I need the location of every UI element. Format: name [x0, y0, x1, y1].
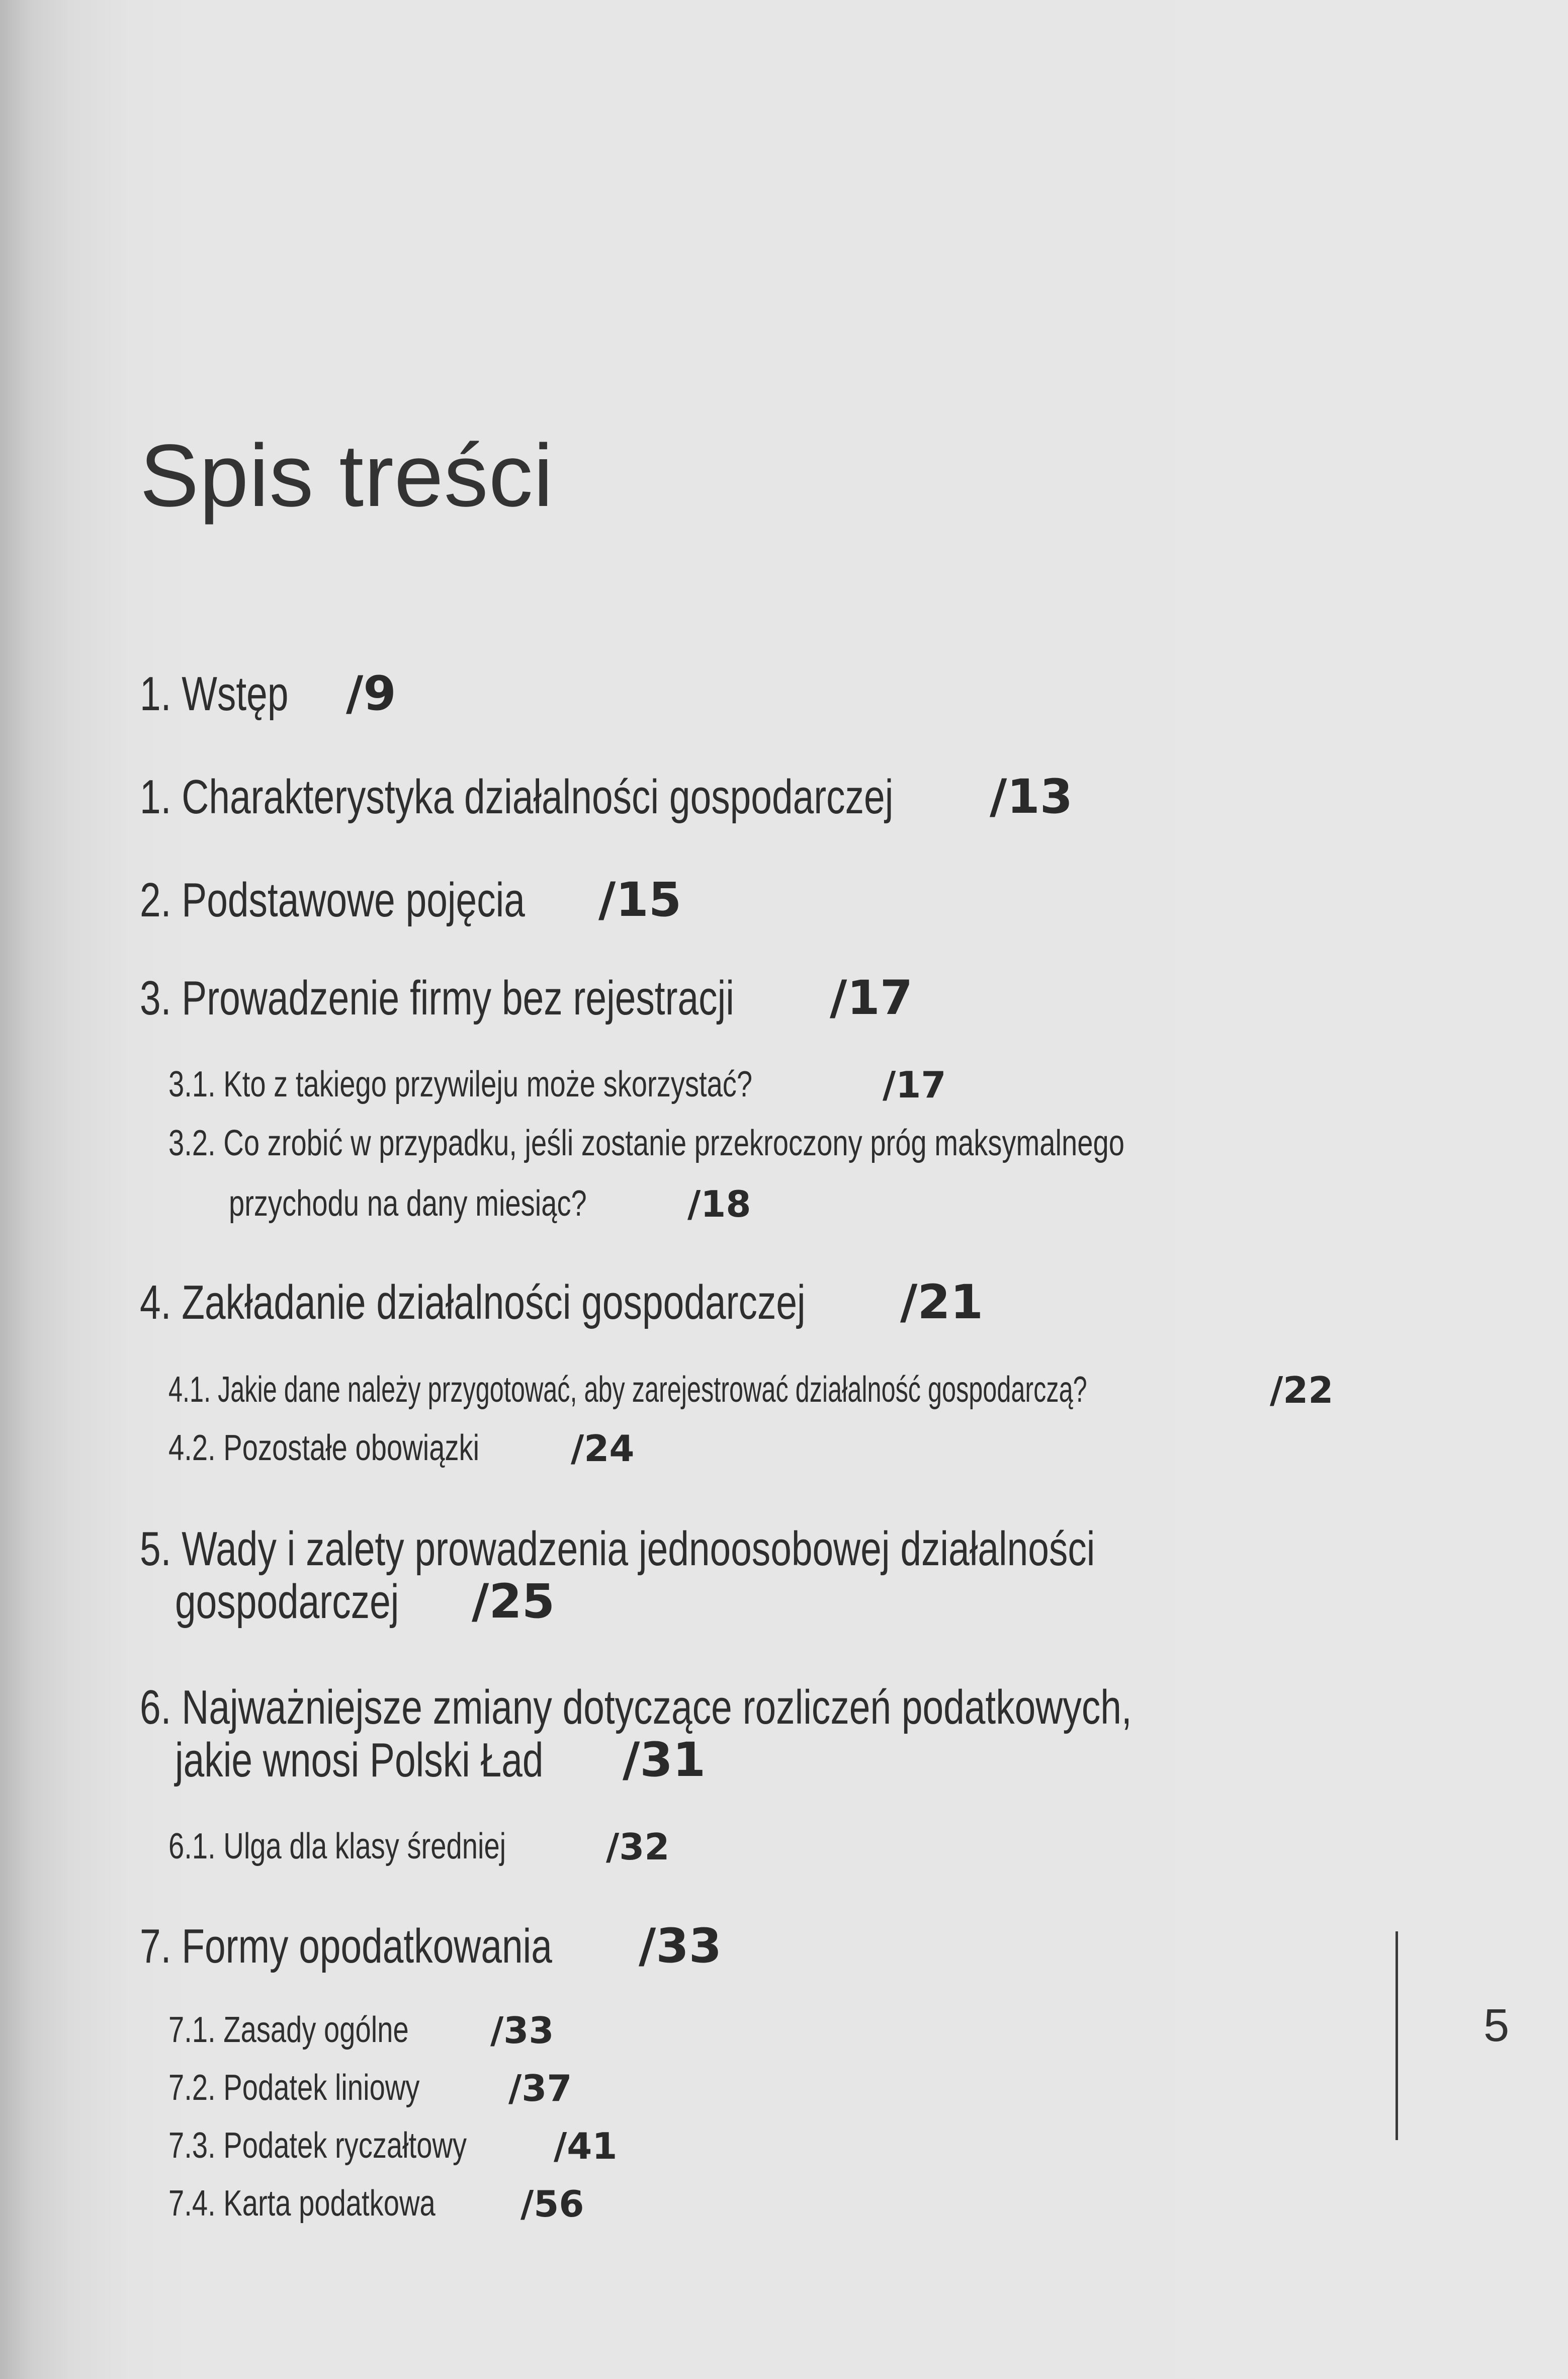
toc-subentry: [168, 2067, 572, 2109]
toc-entry-page: /37: [508, 2067, 572, 2109]
toc-entry-page: /41: [554, 2125, 618, 2167]
toc-entry-text: 7.1. Zasady ogólne: [168, 2010, 409, 2050]
toc-entry-text: 7. Formy opodatkowania: [140, 1919, 552, 1973]
page-title: Spis treści: [140, 427, 554, 525]
toc-entry-page: /22: [1270, 1369, 1334, 1411]
toc-entry-page: /24: [571, 1427, 635, 1470]
folio-divider-rule: [1396, 1931, 1398, 2140]
toc-entry-page: /56: [520, 2183, 584, 2225]
toc-entry-text: 7.3. Podatek ryczałtowy: [168, 2126, 467, 2166]
toc-entry-page: /9: [346, 666, 396, 721]
toc-entry-page: /17: [830, 971, 913, 1026]
toc-entry-page: /13: [990, 770, 1073, 824]
toc-entry-text: 4.1. Jakie dane należy przygotować, aby zarejestrować działalność gospodarczą?: [168, 1370, 1087, 1410]
toc-entry-text: 3. Prowadzenie firmy bez rejestracji: [140, 971, 734, 1025]
toc-subentry: [168, 1064, 946, 1106]
toc-subentry: [168, 1427, 635, 1470]
toc-subentry: [168, 2183, 584, 2225]
toc-entry-text: 4. Zakładanie działalności gospodarczej: [140, 1276, 806, 1329]
toc-entry-page: /17: [883, 1064, 946, 1106]
toc-subentry: [168, 2125, 618, 2167]
toc-entry: [140, 770, 1106, 825]
toc-entry-page: /15: [598, 873, 682, 927]
toc-entry-page: /25: [472, 1574, 555, 1629]
toc-entry-text: 5. Wady i zalety prowadzenia jednoosobowej działalności: [140, 1522, 1095, 1576]
toc-entry-page: /32: [606, 1826, 670, 1868]
toc-entry: [140, 971, 913, 1026]
toc-entry: [140, 1680, 1412, 1735]
toc-entry-text: 1. Wstęp: [140, 667, 289, 721]
toc-entry: [140, 873, 682, 928]
toc-entry: [140, 1275, 993, 1330]
toc-entry: [140, 666, 396, 722]
toc-entry-text: 3.1. Kto z takiego przywileju może skorzystać?: [168, 1064, 753, 1104]
toc-entry-continuation: [175, 1733, 706, 1788]
toc-subentry: [168, 1369, 1480, 1410]
toc-subentry: [168, 1123, 1394, 1164]
toc-entry-text: 3.2. Co zrobić w przypadku, jeśli zostanie przekroczony próg maksymalnego: [168, 1123, 1124, 1163]
toc-entry-text: przychodu na dany miesiąc?: [229, 1183, 587, 1224]
toc-subentry: [168, 2009, 554, 2052]
toc-entry-page: /21: [900, 1275, 984, 1330]
toc-entry-text: 2. Podstawowe pojęcia: [140, 873, 525, 927]
toc-entry-page: /33: [639, 1919, 722, 1974]
page-number: 5: [1484, 2000, 1510, 2051]
toc-entry-text: 6. Najważniejsze zmiany dotyczące rozliczeń podatkowych,: [140, 1680, 1132, 1734]
toc-entry-continuation: [175, 1574, 555, 1630]
toc-entry-text: gospodarczej: [175, 1575, 399, 1629]
toc-subentry-continuation: [229, 1183, 751, 1225]
toc-entry-page: /31: [623, 1733, 706, 1788]
toc-entry-text: jakie wnosi Polski Ład: [175, 1733, 544, 1787]
toc-entry-text: 7.4. Karta podatkowa: [168, 2183, 435, 2224]
toc-entry-text: 1. Charakterystyka działalności gospodarczej: [140, 770, 894, 824]
toc-subentry: [168, 1826, 670, 1868]
toc-entry-page: /18: [687, 1183, 751, 1225]
toc-entry-text: 6.1. Ulga dla klasy średniej: [168, 1826, 506, 1866]
toc-entry-text: 4.2. Pozostałe obowiązki: [168, 1428, 480, 1468]
toc-entry-text: 7.2. Podatek liniowy: [168, 2068, 420, 2108]
toc-entry: [140, 1521, 1364, 1577]
toc-entry: [140, 1919, 722, 1974]
toc-entry-page: /33: [490, 2009, 554, 2052]
